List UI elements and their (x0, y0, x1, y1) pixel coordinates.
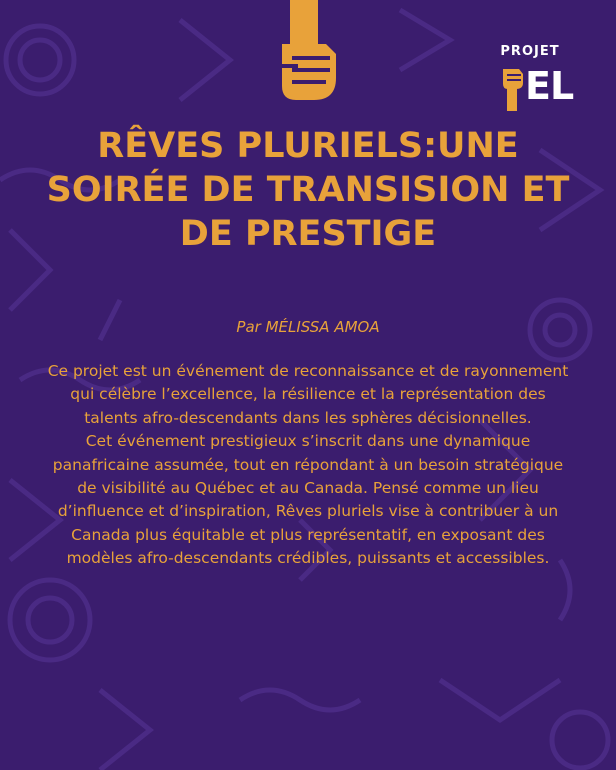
projet-el-logo (498, 44, 574, 116)
article-byline: Par MÉLISSA AMOA (236, 318, 380, 336)
logo-letters: EL (525, 64, 574, 108)
body-paragraph: Cet événement prestigieux s’inscrit dans une dynamique panafricaine assumée, tout en répondant à un besoin stratégique de visibilité au Québec et au Canada. Pensé comme un lieu d’influence et d’inspiration, Rêves pluriels vise à contribuer à un Canada plus équitable et plus représentatif, en exposant des modèles afro-descendants crédibles, puissants et accessibles. (52, 432, 564, 568)
article-title: RÊVES PLURIELS:UNE SOIRÉE DE TRANSISION ET DE PRESTIGE (46, 126, 570, 254)
body-paragraph: Ce projet est un événement de reconnaissance et de rayonnement qui célèbre l’excellence, la résilience et la représentation des talents afro-descendants dans les sphères décisionnelles. (47, 362, 569, 427)
logo-word: PROJET (500, 44, 560, 59)
article-body (44, 360, 572, 571)
raised-fist-icon (502, 65, 524, 111)
raised-fist-icon (278, 0, 340, 100)
